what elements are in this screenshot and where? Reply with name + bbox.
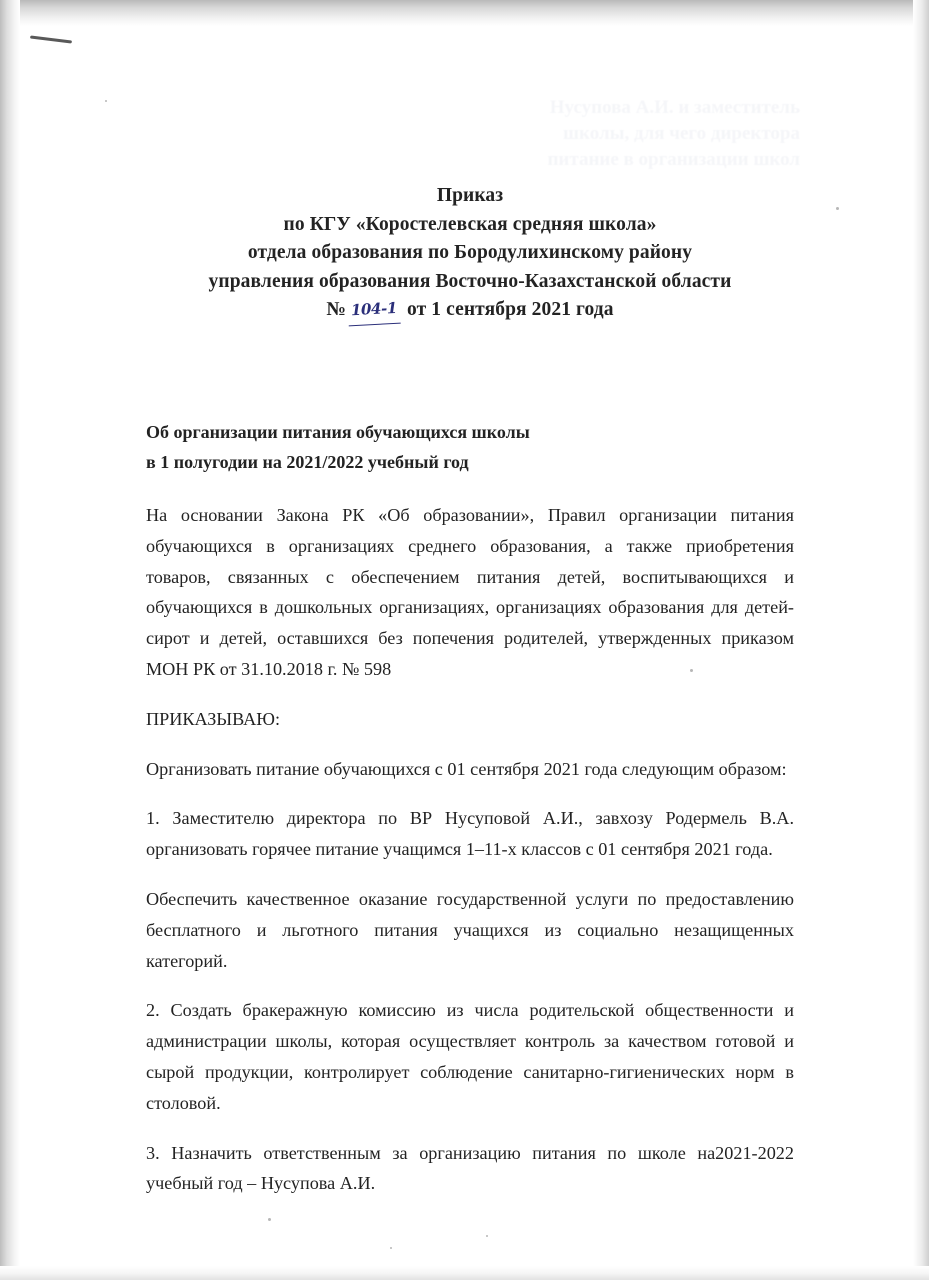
paragraph-order-keyword: ПРИКАЗЫВАЮ: — [146, 708, 281, 729]
subject-line-1: Об организации питания обучающихся школы — [146, 422, 530, 442]
paragraph-intro: Организовать питание обучающихся с 01 сентября 2021 года следующим образом: — [146, 758, 787, 779]
header-title-prikaz: Приказ — [436, 185, 504, 206]
header-date: от 1 сентября 2021 года — [402, 299, 614, 320]
handwritten-document-number: 104-1 — [347, 294, 400, 326]
header-school-name: по КГУ «Коростелевская средняя школа» — [283, 213, 657, 235]
header-district-department: отдела образования по Бородулихинскому району — [247, 242, 693, 263]
number-sign: № — [326, 299, 347, 320]
header-number-and-date — [146, 296, 794, 326]
paragraph-legal-basis: На основании Закона РК «Об образовании», Правил организации питания обучающихся в организациях среднего образования, а также приобретения товаров, связанных с обеспечением питания детей, воспитывающихся и обучающихся в дошкольных организациях, организациях образования для детей-сирот и детей, оставшихся без попечения родителей, утвержденных приказом МОН РК от 31.10.2018 г. № 598 — [146, 505, 794, 679]
paragraph-item-1: 1. Заместителю директора по ВР Нусуповой А.И., завхозу Родермель В.А. организовать горячее питание учащимся 1–11-х классов с 01 сентября 2021 года. — [146, 808, 794, 860]
document-header — [146, 182, 794, 326]
document-subject — [146, 417, 746, 477]
paragraph-item-1-continued: Обеспечить качественное оказание государственной услуги по предоставлению бесплатного и льготного питания учащихся из социально незащищенных категорий. — [146, 888, 794, 971]
paragraph-item-2: 2. Создать бракеражную комиссию из числа родительской общественности и администрации школы, которая осуществляет контроль за качеством готовой и сырой продукции, контролирует соблюдение санитарно-гигиенических норм в столовой. — [146, 1000, 794, 1113]
header-regional-administration: управления образования Восточно-Казахстанской области — [208, 270, 732, 292]
document-body — [146, 500, 794, 1199]
subject-line-2: в 1 полугодии на 2021/2022 учебный год — [146, 452, 469, 472]
paragraph-item-3: 3. Назначить ответственным за организацию питания по школе на2021-2022 учебный год – Нусупова А.И. — [146, 1142, 794, 1194]
